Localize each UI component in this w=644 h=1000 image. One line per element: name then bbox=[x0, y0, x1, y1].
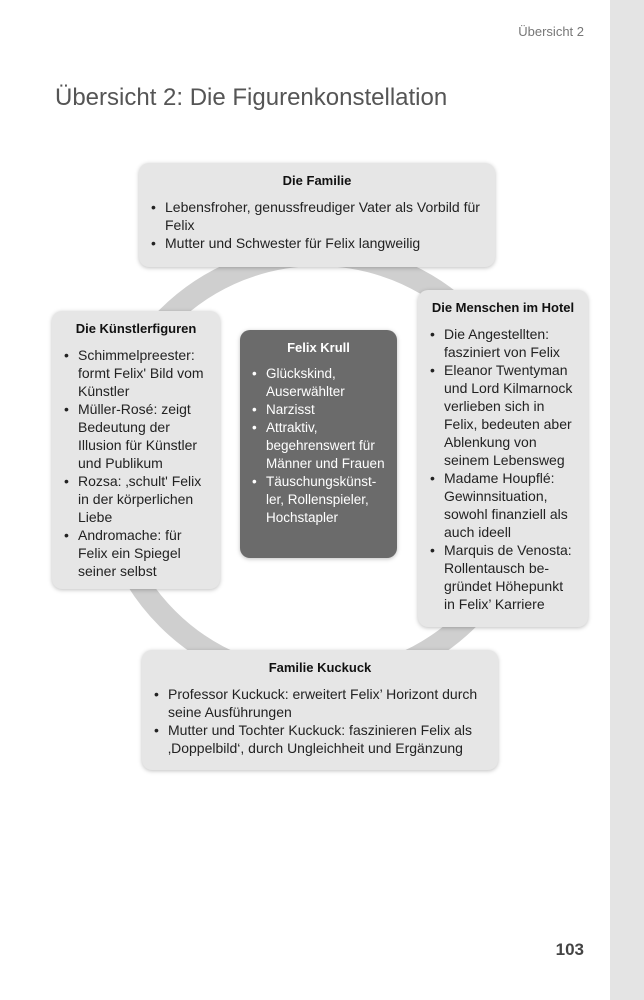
list-item: • Mutter und Schwester für Felix langweilig bbox=[151, 234, 483, 252]
box-die-menschen-im-hotel bbox=[418, 290, 588, 627]
list-item: • Narzisst bbox=[252, 401, 385, 419]
box-die-kuenstlerfiguren bbox=[52, 311, 220, 589]
list-item: • Glückskind, Auserwählter bbox=[252, 365, 385, 401]
page-title: Übersicht 2: Die Figurenkonstellation bbox=[55, 84, 448, 111]
list-item: • Täuschungskünst-ler, Rollenspieler, Hochstapler bbox=[252, 473, 385, 527]
list-item: • Mutter und Tochter Kuckuck: faszinieren Felix als ‚Doppelbild‘, durch Ungleichheit und Ergänzung bbox=[154, 721, 486, 757]
list-item: • Eleanor Twentyman und Lord Kilmarnock verlieben sich in Felix, bedeuten aber Ablenkung von seinem Lebensweg bbox=[430, 361, 576, 469]
box-familie-kuckuck bbox=[142, 650, 498, 770]
box-heading: Die Familie bbox=[282, 173, 352, 188]
list-item: • Madame Houpflé: Gewinnsituation, sowohl finanziell als auch ideell bbox=[430, 469, 576, 541]
page-number: 103 bbox=[555, 940, 584, 959]
list-item: • Die Angestellten: fasziniert von Felix bbox=[430, 325, 576, 361]
list-item: • Attraktiv, begehrenswert für Männer und Frauen bbox=[252, 419, 385, 473]
list-item: • Lebensfroher, genussfreudiger Vater als Vorbild für Felix bbox=[151, 198, 483, 234]
box-list bbox=[64, 346, 208, 580]
running-head: Übersicht 2 bbox=[518, 24, 584, 39]
list-item: • Schimmelpreester: formt Felix' Bild vom Künstler bbox=[64, 346, 208, 400]
box-list bbox=[252, 365, 385, 527]
box-die-familie bbox=[139, 163, 495, 267]
list-item: • Marquis de Venosta: Rollentausch be-gründet Höhepunkt in Felix’ Karriere bbox=[430, 541, 576, 613]
list-item: • Müller-Rosé: zeigt Bedeutung der Illusion für Künstler und Publikum bbox=[64, 400, 208, 472]
box-list bbox=[430, 325, 576, 613]
box-heading: Felix Krull bbox=[287, 340, 350, 355]
box-list bbox=[154, 685, 486, 757]
list-item: • Rozsa: ‚schult' Felix in der körperlichen Liebe bbox=[64, 472, 208, 526]
list-item: • Professor Kuckuck: erweitert Felix’ Horizont durch seine Ausführungen bbox=[154, 685, 486, 721]
box-heading: Die Künstlerfiguren bbox=[75, 321, 197, 336]
box-felix-krull bbox=[240, 330, 397, 558]
list-item: • Andromache: für Felix ein Spiegel seiner selbst bbox=[64, 526, 208, 580]
box-heading: Familie Kuckuck bbox=[268, 660, 372, 675]
box-heading: Die Menschen im Hotel bbox=[431, 300, 575, 315]
box-list bbox=[151, 198, 483, 252]
